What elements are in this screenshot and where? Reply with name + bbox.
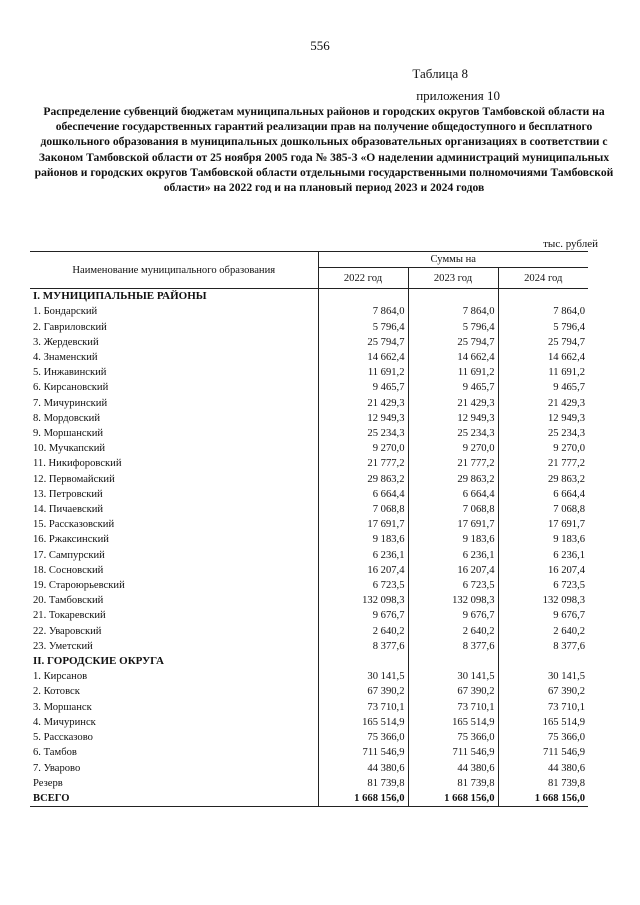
table-row bbox=[30, 320, 588, 335]
value-2024: 165 514,9 bbox=[542, 716, 586, 728]
section-title: I. МУНИЦИПАЛЬНЫЕ РАЙОНЫ bbox=[30, 289, 318, 305]
value-2023: 21 429,3 bbox=[408, 396, 498, 411]
empty-cell bbox=[408, 289, 498, 305]
table-row bbox=[30, 426, 588, 441]
value-2024: 14 662,4 bbox=[547, 352, 586, 364]
row-name: 1. Кирсанов bbox=[30, 669, 318, 684]
value-2024: 7 068,8 bbox=[553, 504, 586, 516]
value-2023: 14 662,4 bbox=[408, 350, 498, 365]
value-2022: 5 796,4 bbox=[318, 320, 408, 335]
value-2024: 6 236,1 bbox=[553, 549, 586, 561]
row-name: 8. Мордовский bbox=[30, 411, 318, 426]
value-2023: 44 380,6 bbox=[408, 761, 498, 776]
value-2024: 5 796,4 bbox=[553, 321, 586, 333]
row-name: 4. Знаменский bbox=[30, 350, 318, 365]
value-2024: 9 465,7 bbox=[553, 382, 586, 394]
value-2022: 7 864,0 bbox=[318, 304, 408, 319]
value-2022: 711 546,9 bbox=[318, 745, 408, 760]
row-name: 6. Тамбов bbox=[30, 745, 318, 760]
value-2022: 2 640,2 bbox=[318, 624, 408, 639]
table-row bbox=[30, 593, 588, 608]
value-2024: 44 380,6 bbox=[547, 762, 586, 774]
value-2023: 165 514,9 bbox=[408, 715, 498, 730]
table-row bbox=[30, 396, 588, 411]
value-2024: 7 864,0 bbox=[553, 306, 586, 318]
document-title: Распределение субвенций бюджетам муниципальных районов и городских округов Тамбовской области на обеспечение государственных гарантий реализации прав на получение общедоступного и бесплатного дошкольного образования в муниципальных дошкольных образовательных организациях в соответствии с Законом Тамбовской области от 25 ноября 2005 года № 385-З «О наделении администраций муниципальных районов и городских округов Тамбовской области отдельными государственными полномочиями Тамбовской области» на 2022 год и на плановый период 2023 и 2024 годов bbox=[34, 105, 614, 195]
section-row-cities bbox=[30, 654, 588, 669]
table-row bbox=[30, 563, 588, 578]
value-2024: 75 366,0 bbox=[547, 732, 586, 744]
value-2024: 16 207,4 bbox=[547, 564, 586, 576]
row-name: 21. Токаревский bbox=[30, 608, 318, 623]
value-2024: 25 794,7 bbox=[547, 336, 586, 348]
value-2022: 14 662,4 bbox=[318, 350, 408, 365]
appendix-label: приложения 10 bbox=[416, 88, 500, 103]
table-row bbox=[30, 304, 588, 319]
value-2023: 21 777,2 bbox=[408, 456, 498, 471]
empty-cell bbox=[498, 654, 588, 669]
row-name: 13. Петровский bbox=[30, 487, 318, 502]
column-header-name: Наименование муниципального образования bbox=[30, 252, 318, 289]
section-row-districts bbox=[30, 289, 588, 305]
value-2022: 9 676,7 bbox=[318, 608, 408, 623]
row-name: 11. Никифоровский bbox=[30, 456, 318, 471]
table-row bbox=[30, 624, 588, 639]
value-2024: 11 691,2 bbox=[548, 367, 586, 379]
value-2024: 21 429,3 bbox=[547, 397, 586, 409]
table-row bbox=[30, 487, 588, 502]
row-name: 4. Мичуринск bbox=[30, 715, 318, 730]
units-label: тыс. рублей bbox=[543, 238, 598, 250]
row-name: 5. Рассказово bbox=[30, 730, 318, 745]
table-row bbox=[30, 548, 588, 563]
table-row bbox=[30, 335, 588, 350]
value-2022: 9 270,0 bbox=[318, 441, 408, 456]
value-2024: 73 710,1 bbox=[547, 701, 586, 713]
table-row bbox=[30, 715, 588, 730]
value-2023: 7 068,8 bbox=[408, 502, 498, 517]
value-2024: 25 234,3 bbox=[547, 428, 586, 440]
table-row bbox=[30, 472, 588, 487]
value-2024: 6 723,5 bbox=[553, 580, 586, 592]
value-2022: 8 377,6 bbox=[318, 639, 408, 654]
value-2022: 6 723,5 bbox=[318, 578, 408, 593]
table-row bbox=[30, 456, 588, 471]
row-name: 5. Инжавинский bbox=[30, 365, 318, 380]
table-row bbox=[30, 411, 588, 426]
total-row bbox=[30, 791, 588, 807]
column-header-2022: 2022 год bbox=[318, 268, 408, 289]
reserve-row bbox=[30, 776, 588, 791]
value-2023: 17 691,7 bbox=[408, 517, 498, 532]
table-row bbox=[30, 350, 588, 365]
value-2023: 16 207,4 bbox=[408, 563, 498, 578]
value-2024: 81 739,8 bbox=[547, 777, 586, 789]
value-2023: 30 141,5 bbox=[408, 669, 498, 684]
value-2022: 6 236,1 bbox=[318, 548, 408, 563]
page-number: 556 bbox=[310, 38, 330, 53]
table-label: Таблица 8 bbox=[412, 66, 468, 81]
row-name: 2. Котовск bbox=[30, 684, 318, 699]
value-2024: 8 377,6 bbox=[553, 640, 586, 652]
value-2022: 9 183,6 bbox=[318, 532, 408, 547]
table-row bbox=[30, 517, 588, 532]
row-name: 23. Уметский bbox=[30, 639, 318, 654]
value-2022: 16 207,4 bbox=[318, 563, 408, 578]
value-2023: 9 465,7 bbox=[408, 380, 498, 395]
value-2024: 30 141,5 bbox=[547, 671, 586, 683]
empty-cell bbox=[318, 289, 408, 305]
empty-cell bbox=[498, 289, 588, 305]
value-2023: 6 723,5 bbox=[408, 578, 498, 593]
value-2022: 11 691,2 bbox=[318, 365, 408, 380]
row-name: 20. Тамбовский bbox=[30, 593, 318, 608]
empty-cell bbox=[318, 654, 408, 669]
value-2022: 81 739,8 bbox=[318, 776, 408, 791]
row-name: Резерв bbox=[30, 776, 318, 791]
value-2024: 9 676,7 bbox=[553, 610, 586, 622]
table-row bbox=[30, 730, 588, 745]
row-name: ВСЕГО bbox=[30, 791, 318, 807]
row-name: 22. Уваровский bbox=[30, 624, 318, 639]
row-name: 3. Моршанск bbox=[30, 700, 318, 715]
value-2024: 6 664,4 bbox=[553, 488, 586, 500]
table-row bbox=[30, 669, 588, 684]
row-name: 3. Жердевский bbox=[30, 335, 318, 350]
value-2024: 132 098,3 bbox=[542, 595, 586, 607]
value-2022: 21 777,2 bbox=[318, 456, 408, 471]
section-title: II. ГОРОДСКИЕ ОКРУГА bbox=[30, 654, 318, 669]
value-2023: 7 864,0 bbox=[408, 304, 498, 319]
value-2022: 44 380,6 bbox=[318, 761, 408, 776]
value-2024: 2 640,2 bbox=[553, 625, 586, 637]
row-name: 10. Мучкапский bbox=[30, 441, 318, 456]
value-2022: 21 429,3 bbox=[318, 396, 408, 411]
value-2022: 75 366,0 bbox=[318, 730, 408, 745]
table-row bbox=[30, 578, 588, 593]
value-2024: 9 270,0 bbox=[553, 443, 586, 455]
value-2023: 1 668 156,0 bbox=[408, 791, 498, 807]
table-row bbox=[30, 684, 588, 699]
value-2022: 165 514,9 bbox=[318, 715, 408, 730]
value-2023: 6 236,1 bbox=[408, 548, 498, 563]
value-2022: 9 465,7 bbox=[318, 380, 408, 395]
row-name: 12. Первомайский bbox=[30, 472, 318, 487]
value-2022: 1 668 156,0 bbox=[318, 791, 408, 807]
value-2023: 9 270,0 bbox=[408, 441, 498, 456]
value-2022: 7 068,8 bbox=[318, 502, 408, 517]
value-2024: 21 777,2 bbox=[547, 458, 586, 470]
row-name: 14. Пичаевский bbox=[30, 502, 318, 517]
empty-cell bbox=[408, 654, 498, 669]
value-2024: 17 691,7 bbox=[547, 519, 586, 531]
table-row bbox=[30, 639, 588, 654]
value-2022: 73 710,1 bbox=[318, 700, 408, 715]
allocation-table bbox=[30, 251, 588, 807]
value-2022: 30 141,5 bbox=[318, 669, 408, 684]
table-body bbox=[30, 289, 588, 807]
column-header-2024: 2024 год bbox=[498, 268, 588, 289]
value-2022: 12 949,3 bbox=[318, 411, 408, 426]
value-2023: 81 739,8 bbox=[408, 776, 498, 791]
value-2024: 711 546,9 bbox=[543, 747, 586, 759]
row-name: 7. Мичуринский bbox=[30, 396, 318, 411]
value-2022: 29 863,2 bbox=[318, 472, 408, 487]
value-2024: 9 183,6 bbox=[553, 534, 586, 546]
value-2022: 67 390,2 bbox=[318, 684, 408, 699]
row-name: 19. Староюрьевский bbox=[30, 578, 318, 593]
row-name: 15. Рассказовский bbox=[30, 517, 318, 532]
table-row bbox=[30, 502, 588, 517]
column-header-2023: 2023 год bbox=[408, 268, 498, 289]
value-2023: 8 377,6 bbox=[408, 639, 498, 654]
value-2023: 67 390,2 bbox=[408, 684, 498, 699]
value-2023: 29 863,2 bbox=[408, 472, 498, 487]
value-2022: 6 664,4 bbox=[318, 487, 408, 502]
value-2022: 17 691,7 bbox=[318, 517, 408, 532]
value-2024: 12 949,3 bbox=[547, 412, 586, 424]
value-2022: 132 098,3 bbox=[318, 593, 408, 608]
value-2024: 29 863,2 bbox=[547, 473, 586, 485]
row-name: 17. Сампурский bbox=[30, 548, 318, 563]
value-2023: 711 546,9 bbox=[408, 745, 498, 760]
table-row bbox=[30, 700, 588, 715]
value-2023: 9 183,6 bbox=[408, 532, 498, 547]
value-2023: 25 234,3 bbox=[408, 426, 498, 441]
value-2023: 132 098,3 bbox=[408, 593, 498, 608]
table-row bbox=[30, 745, 588, 760]
row-name: 6. Кирсановский bbox=[30, 380, 318, 395]
table-row bbox=[30, 761, 588, 776]
table-row bbox=[30, 365, 588, 380]
value-2023: 25 794,7 bbox=[408, 335, 498, 350]
table-row bbox=[30, 441, 588, 456]
table-row bbox=[30, 532, 588, 547]
table-row bbox=[30, 380, 588, 395]
value-2022: 25 234,3 bbox=[318, 426, 408, 441]
value-2024: 67 390,2 bbox=[547, 686, 586, 698]
value-2024: 1 668 156,0 bbox=[498, 791, 588, 807]
value-2023: 75 366,0 bbox=[408, 730, 498, 745]
value-2023: 2 640,2 bbox=[408, 624, 498, 639]
row-name: 2. Гавриловский bbox=[30, 320, 318, 335]
value-2023: 6 664,4 bbox=[408, 487, 498, 502]
value-2023: 73 710,1 bbox=[408, 700, 498, 715]
table-row bbox=[30, 608, 588, 623]
value-2023: 9 676,7 bbox=[408, 608, 498, 623]
row-name: 16. Ржаксинский bbox=[30, 532, 318, 547]
value-2022: 25 794,7 bbox=[318, 335, 408, 350]
value-2023: 5 796,4 bbox=[408, 320, 498, 335]
row-name: 18. Сосновский bbox=[30, 563, 318, 578]
row-name: 9. Моршанский bbox=[30, 426, 318, 441]
row-name: 7. Уварово bbox=[30, 761, 318, 776]
column-header-sums: Суммы на bbox=[318, 252, 588, 268]
value-2023: 12 949,3 bbox=[408, 411, 498, 426]
row-name: 1. Бондарский bbox=[30, 304, 318, 319]
value-2023: 11 691,2 bbox=[408, 365, 498, 380]
